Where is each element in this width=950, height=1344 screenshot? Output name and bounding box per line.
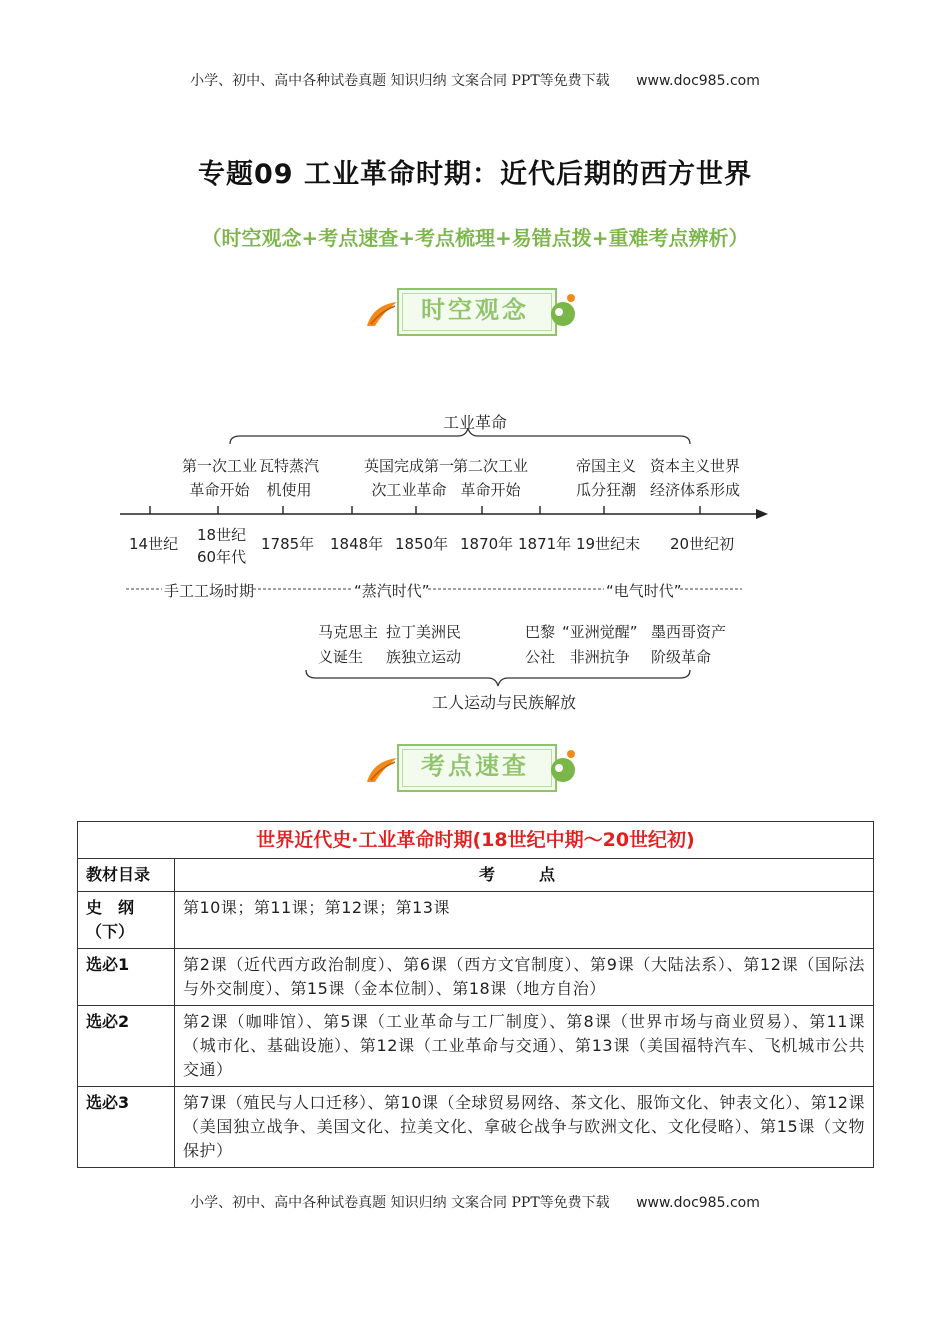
row-content: 第10课；第11课；第12课；第13课 — [175, 892, 874, 949]
event-line: 义诞生 — [318, 648, 364, 666]
badge-label: 考点速查 — [421, 752, 529, 780]
leaf-icon — [365, 754, 399, 784]
event-mexico — [651, 620, 726, 670]
leaf-icon — [365, 298, 399, 328]
event-britain-complete — [364, 454, 454, 502]
event-line: 英国完成第一 — [364, 457, 455, 475]
event-line: 机使用 — [266, 481, 312, 499]
event-line: 瓦特蒸汽 — [259, 457, 320, 475]
tick-label: 1870年 — [460, 535, 514, 553]
event-world-economy — [650, 454, 740, 502]
tick-label: 14世纪 — [129, 535, 179, 553]
event-second-ir — [453, 454, 528, 502]
page-subtitle: （时空观念+考点速查+考点梳理+易错点拨+重难考点辨析） — [201, 226, 749, 250]
event-line: 次工业革命 — [371, 481, 447, 499]
timeline-diagram — [0, 400, 950, 720]
event-line: 革命开始 — [189, 481, 250, 499]
event-marxism — [318, 620, 378, 670]
event-line: 革命开始 — [460, 481, 521, 499]
tick-label: 18世纪 — [197, 526, 247, 544]
row-label: 选必3 — [78, 1087, 175, 1168]
bottom-brace — [306, 670, 690, 686]
event-asia-awakening — [562, 620, 638, 670]
ball-icon — [549, 748, 579, 784]
tick-label: 19世纪末 — [576, 535, 641, 553]
page-footer — [0, 1192, 950, 1212]
axis-ticks — [150, 506, 700, 514]
event-line: 经济体系形成 — [650, 481, 741, 499]
knowledge-table — [77, 821, 874, 1168]
table-row — [78, 892, 874, 949]
section-badge-timespace — [365, 284, 575, 340]
event-first-ir — [182, 454, 257, 502]
table-row — [78, 949, 874, 1006]
event-line: 拉丁美洲民 — [386, 623, 462, 641]
tick-label: 20世纪初 — [670, 535, 735, 553]
event-line: 第一次工业 — [182, 457, 258, 475]
row-label: 史 纲（下） — [78, 892, 175, 949]
event-line: “亚洲觉醒” — [562, 623, 638, 641]
col-header-points: 考 点 — [175, 859, 874, 892]
tick-label-18c — [197, 524, 246, 568]
tick-label: 60年代 — [197, 548, 247, 566]
section-badge-quickcheck — [365, 740, 575, 796]
event-line: 资本主义世界 — [650, 457, 741, 475]
period-label: “蒸汽时代” — [354, 582, 430, 600]
table-header-row — [78, 859, 874, 892]
header-site[interactable]: www.doc985.com — [636, 73, 760, 89]
page-header — [0, 70, 950, 90]
page-title: 专题09 工业革命时期：近代后期的西方世界 — [198, 159, 752, 190]
event-line: 帝国主义 — [576, 457, 637, 475]
ball-icon — [549, 292, 579, 328]
event-line: 墨西哥资产 — [651, 623, 727, 641]
event-line: 族独立运动 — [386, 648, 462, 666]
row-label: 选必1 — [78, 949, 175, 1006]
event-imperialism — [576, 454, 636, 502]
event-line: 马克思主 — [318, 623, 379, 641]
period-label: 手工工场时期 — [164, 582, 255, 600]
tick-label: 1871年 — [518, 535, 572, 553]
row-content: 第2课（近代西方政治制度）、第6课（西方文官制度）、第9课（大陆法系）、第12课（国际法与外交制度）、第15课（金本位制）、第18课（地方自治） — [175, 949, 874, 1006]
footer-text: 小学、初中、高中各种试卷真题 知识归纳 文案合同 PPT等免费下载 — [190, 1195, 610, 1211]
bottom-brace-label: 工人运动与民族解放 — [432, 693, 577, 712]
event-latin-america — [386, 620, 461, 670]
event-line: 非洲抗争 — [569, 648, 630, 666]
top-brace-label: 工业革命 — [443, 413, 508, 432]
table-row — [78, 1006, 874, 1087]
badge-label: 时空观念 — [421, 296, 529, 324]
table-heading: 世界近代史·工业革命时期(18世纪中期～20世纪初) — [78, 822, 874, 859]
event-line: 阶级革命 — [651, 648, 712, 666]
event-line: 瓜分狂潮 — [576, 481, 637, 499]
row-content: 第2课（咖啡馆）、第5课（工业革命与工厂制度）、第8课（世界市场与商业贸易）、第11课（城市化、基础设施）、第12课（工业革命与交通）、第13课（美国福特汽车、飞机城市公共交通） — [175, 1006, 874, 1087]
axis-arrow — [756, 509, 768, 519]
header-text: 小学、初中、高中各种试卷真题 知识归纳 文案合同 PPT等免费下载 — [190, 73, 610, 89]
footer-site[interactable]: www.doc985.com — [636, 1195, 760, 1211]
event-line: 公社 — [525, 648, 556, 666]
event-line: 第二次工业 — [453, 457, 529, 475]
tick-label: 1850年 — [395, 535, 449, 553]
row-content: 第7课（殖民与人口迁移）、第10课（全球贸易网络、茶文化、服饰文化、钟表文化）、第12课（美国独立战争、美国文化、拉美文化、拿破仑战争与欧洲文化、文化侵略）、第15课（文物保护） — [175, 1087, 874, 1168]
tick-label: 1785年 — [261, 535, 315, 553]
event-watt — [259, 454, 319, 502]
tick-label: 1848年 — [330, 535, 384, 553]
table-heading-row — [78, 822, 874, 859]
event-line: 巴黎 — [525, 623, 556, 641]
table-row — [78, 1087, 874, 1168]
event-paris-commune — [525, 620, 555, 670]
row-label: 选必2 — [78, 1006, 175, 1087]
col-header-textbook: 教材目录 — [78, 859, 175, 892]
period-label: “电气时代” — [606, 582, 682, 600]
